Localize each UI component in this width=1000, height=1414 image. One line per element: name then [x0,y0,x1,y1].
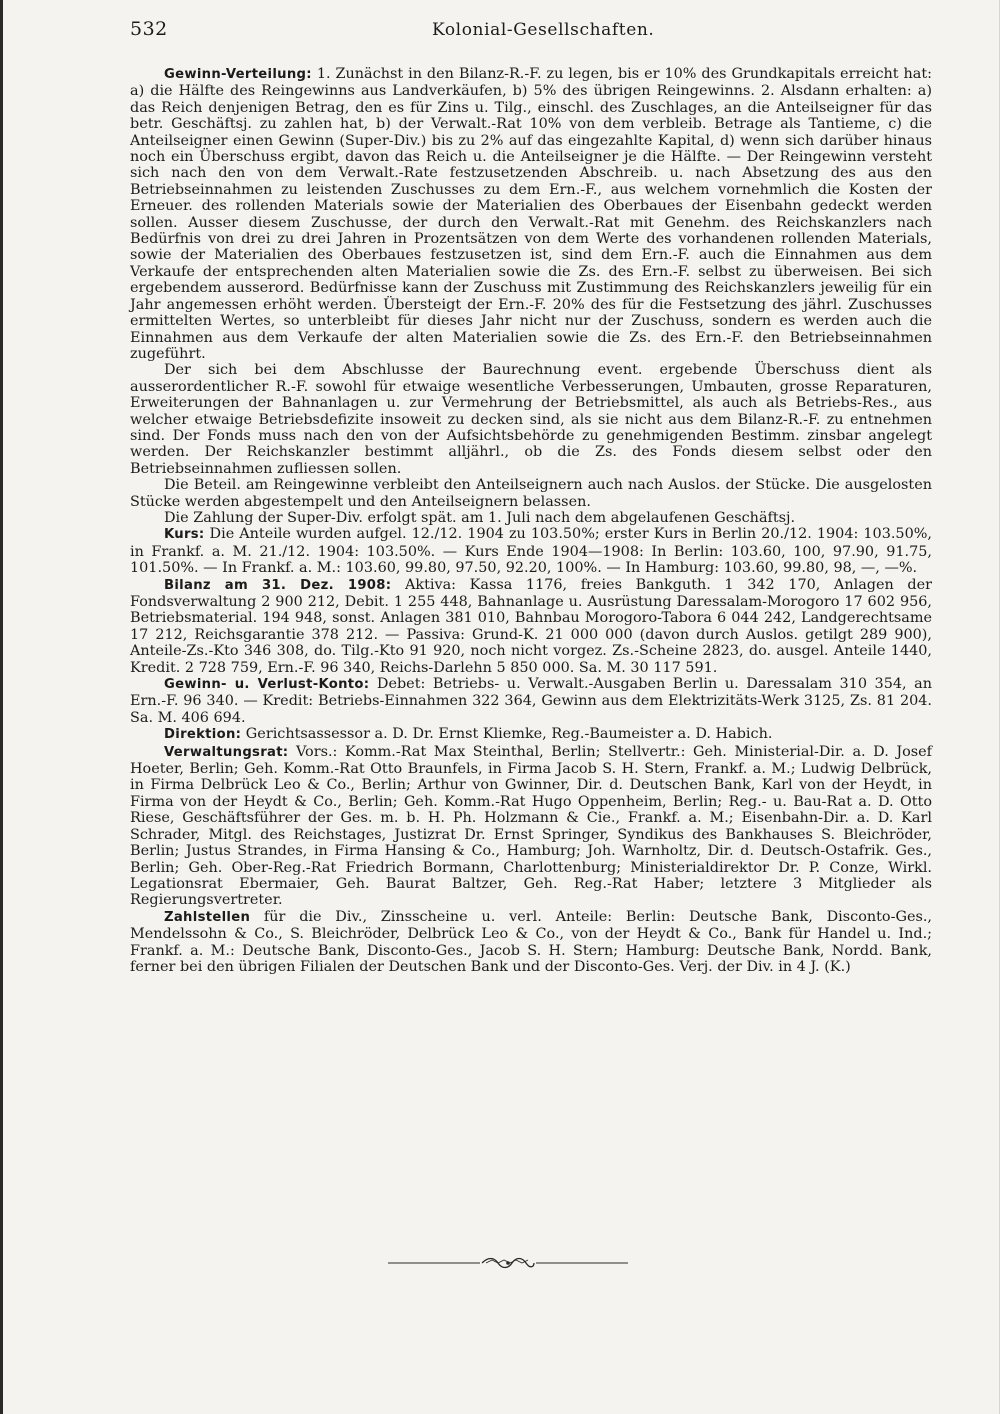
section-label: Kurs: [164,527,205,543]
section-text: Die Anteile wurden aufgel. 12./12. 1904 zu 103.50%; erster Kurs in Berlin 20./12. 1904: 103.50%, in Frankf. a. M. 21./12. 1904: 103.50%. — Kurs Ende 1904—1908: In Berlin: 103.60, 100, 97.90, 91.75, 101.50%. — In Frankf. a. M.: 103.60, 99.80, 97.50, 92.20, 100%. — In Hamburg: 103.60, 99.80, 98, —, —%. [130,526,932,577]
paragraph-gewinn-verteilung [130,66,932,362]
paragraph-kurs [130,526,932,576]
page-header [130,18,930,48]
section-label: Gewinn- u. Verlust-Konto: [164,677,370,693]
decorative-rule-ornament-icon [388,1256,628,1270]
section-text: Der sich bei dem Abschlusse der Baurechnung event. ergebende Überschuss dient als ausserordentlicher R.-F. sowohl für etwaige wesentliche Verbesserungen, Umbauten, grosse Reparaturen, Erweiterungen der Bahnanlagen u. zur Vermehrung der Betriebsmittel, als auch als Betriebs-Res., aus welcher etwaige Betriebsdefizite insoweit zu decken sind, als sie nicht aus dem Bilanz-R.-F. zu entnehmen sind. Der Fonds muss nach den von der Aufsichtsbehörde zu genehmigenden Bestimm. zinsbar angelegt werden. Der Reichskanzler bestimmt alljährl., ob die Zs. des Fonds diesem selbst oder den Betriebseinnahmen zufliessen sollen. [130,362,932,477]
paragraph-direktion [130,726,932,743]
page-body [130,66,932,975]
section-label: Verwaltungsrat: [164,744,289,760]
section-text: 1. Zunächst in den Bilanz-R.-F. zu legen, bis er 10% des Grundkapitals erreicht hat: a) die Hälfte des Reingewinns aus Landverkäufen, b) 5% des übrigen Reingewinns. 2. Alsdann erhalten: a) das Reich denjenigen Betrag, den es für Zins u. Tilg., einschl. des Zuschlages, an die Anteilseigner für das betr. Geschäftsj. zu zahlen hat, b) der Verwalt.-Rat 10% von dem verbleib. Betrage als Tantieme, c) die Anteilseigner einen Gewinn (Super-Div.) bis zu 2% auf das eingezahlte Kapital, d) wenn sich darüber hinaus noch ein Überschuss ergibt, davon das Reich u. die Anteilseigner je die Hälfte. — Der Reingewinn versteht sich nach den von dem Verwalt.-Rate festzusetzenden Abschreib. u. nach Absetzung des aus den Betriebseinnahmen zu leistenden Zuschusses zu dem Ern.-F., aus welchem vornehmlich die Kosten der Erneuer. des rollenden Materials sowie der Materialien des Oberbaues der Eisenbahn gedeckt werden sollen. Ausser diesem Zuschusse, der durch den Verwalt.-Rat mit Genehm. des Reichskanzlers nach Bedürfnis von drei zu drei Jahren in Prozentsätzen von dem Werte des vorhandenen rollenden Materials, sowie der Materialien des Oberbaues festzusetzen ist, sind dem Ern.-F. auch die Einnahmen aus dem Verkaufe der entsprechenden alten Materialien sowie die Zs. des Ern.-F. selbst zu überweisen. Bei sich ergebendem ausserord. Bedürfnisse kann der Zuschuss mit Zustimmung des Reichskanzlers jeweilig für ein Jahr angemessen erhöht werden. Übersteigt der Ern.-F. 20% des für die Festsetzung des jährl. Zuschusses ermittelten Wertes, so unterbleibt für dieses Jahr nicht nur der Zuschuss, sondern es werden auch die Einnahmen aus dem Verkaufe der alten Materialien sowie die Zs. des Ern.-F. den Betriebseinnahmen zugeführt. [130,66,932,362]
section-label: Gewinn-Verteilung: [164,67,312,82]
section-text: Gerichtsassessor a. D. Dr. Ernst Kliemke, Reg.-Baumeister a. D. Habich. [241,726,773,743]
section-label: Bilanz am 31. Dez. 1908: [164,577,392,593]
paragraph-verwaltungsrat [130,744,932,909]
running-title: Kolonial-Gesellschaften. [432,20,655,40]
section-text: Die Beteil. am Reingewinne verbleibt den Anteilseignern auch nach Auslos. der Stücke. Die ausgelosten Stücke werden abgestempelt und den Anteilseignern belassen. [130,477,932,510]
page-number: 532 [130,18,168,40]
section-text: Aktiva: Kassa 1176, freies Bankguth. 1 342 170, Anlagen der Fondsverwaltung 2 900 212, Debit. 1 255 448, Bahnanlage u. Ausrüstung Daressalam-Morogoro 17 602 956, Betriebsmaterial. 194 948, sonst. Anlagen 381 010, Bahnbau Morogoro-Tabora 6 044 242, Landgerechtsame 17 212, Reichsgarantie 378 212. — Passiva: Grund-K. 21 000 000 (davon durch Auslos. getilgt 289 900), Anteile-Zs.-Kto 346 308, do. Tilg.-Kto 91 920, noch nicht vorgez. Zs.-Scheine 2823, do. ausgel. Anteile 1440, Kredit. 2 728 759, Ern.-F. 96 340, Reichs-Darlehn 5 850 000. Sa. M. 30 117 591. [130,576,932,676]
section-text: Die Zahlung der Super-Div. erfolgt spät. am 1. Juli nach dem abgelaufenen Geschäftsj. [164,509,796,526]
paragraph-ueberschuss [130,362,932,477]
paragraph-beteiligung [130,477,932,510]
paragraph-super-div [130,510,932,526]
paragraph-bilanz [130,577,932,676]
paragraph-zahlstellen [130,909,932,976]
section-text: Vors.: Komm.-Rat Max Steinthal, Berlin; Stellvertr.: Geh. Ministerial-Dir. a. D. Josef Hoeter, Berlin; Geh. Komm.-Rat Otto Braunfels, in Firma Jacob S. H. Stern, Frankf. a. M.; Ludwig Delbrück, in Firma Delbrück Leo & Co., Berlin; Arthur von Gwinner, Dir. d. Deutschen Bank, Karl von der Heydt, in Firma von der Heydt & Co., Berlin; Geh. Komm.-Rat Hugo Oppenheim, Berlin; Reg.- u. Bau-Rat a. D. Otto Riese, Geschäftsführer der Ges. m. b. H. Ph. Holzmann & Cie., Frankf. a. M.; Eisenbahn-Dir. a. D. Karl Schrader, Mitgl. des Reichstages, Justizrat Dr. Ernst Springer, Syndikus des Bankhauses S. Bleichröder, Berlin; Justus Strandes, in Firma Hansing & Co., Hamburg; Joh. Warnholtz, Dir. d. Deutsch-Ostafrik. Ges., Berlin; Geh. Ober-Reg.-Rat Friedrich Bormann, Charlottenburg; Ministerialdirektor Dr. P. Conze, Wirkl. Legationsrat Ebermaier, Geh. Baurat Baltzer, Geh. Reg.-Rat Haber; letztere 3 Mitglieder als Regierungsvertreter. [130,743,932,909]
section-label: Direktion: [164,727,242,743]
section-label: Zahlstellen [164,909,251,925]
paragraph-gewinn-verlust [130,676,932,726]
section-text: Debet: Betriebs- u. Verwalt.-Ausgaben Berlin u. Daressalam 310 354, an Ern.-F. 96 340. — Kredit: Betriebs-Einnahmen 322 364, Gewinn aus dem Elektrizitäts-Werk 3125, Zs. 81 204. Sa. M. 406 694. [130,676,933,726]
section-text: für die Div., Zinsscheine u. verl. Anteile: Berlin: Deutsche Bank, Disconto-Ges., Mendelssohn & Co., S. Bleichröder, Delbrück Leo & Co., von der Heydt & Co., Bank für Handel u. Ind.; Frankf. a. M.: Deutsche Bank, Disconto-Ges., Jacob S. H. Stern; Hamburg: Deutsche Bank, Nordd. Bank, ferner bei den übrigen Filialen der Deutschen Bank und der Disconto-Ges. Verj. der Div. in 4 J. (K.) [130,908,932,975]
